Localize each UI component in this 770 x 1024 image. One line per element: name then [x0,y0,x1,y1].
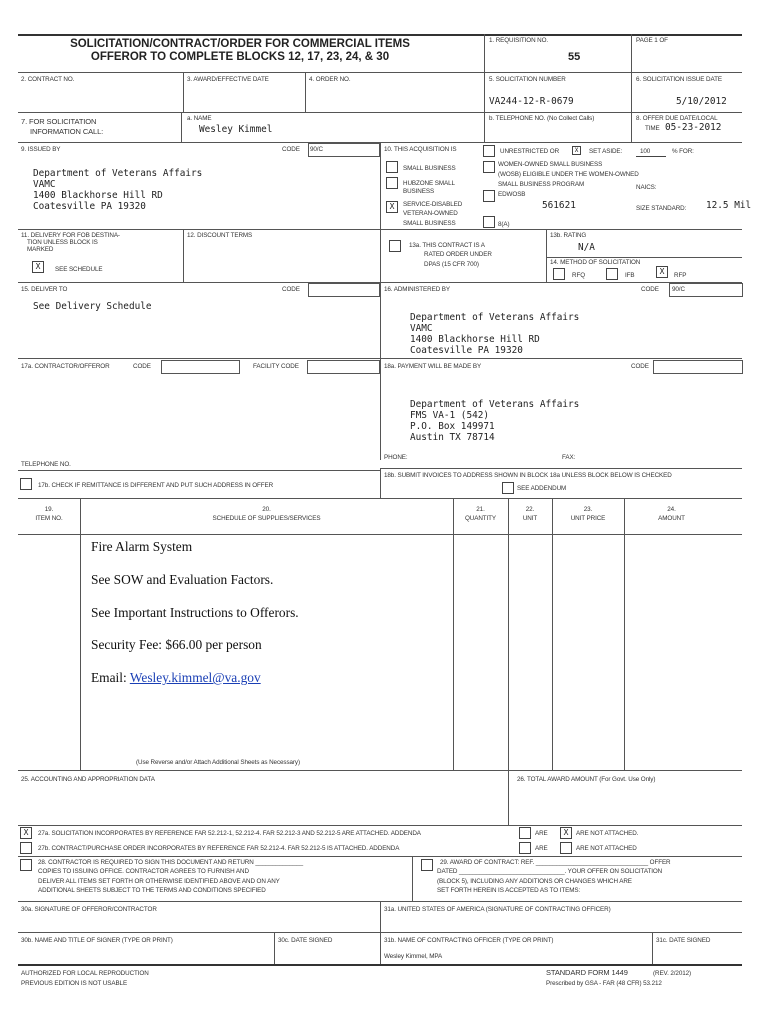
sdvosb-label-2: VETERAN-OWNED [403,210,458,217]
footer-previous-edition: PREVIOUS EDITION IS NOT USABLE [21,980,128,987]
requisition-label: 1. REQUISITION NO. [489,37,549,44]
offeror-date-signed-label: 30c. DATE SIGNED [278,937,333,944]
rated-order-checkbox[interactable] [389,240,401,252]
offer-due-time-label: TIME [645,125,660,132]
eight-a-checkbox[interactable] [483,216,495,228]
col-item-no-num: 19. [44,506,54,513]
solicitation-number-label: 5. SOLICITATION NUMBER [489,76,566,83]
administered-by-line-1: Department of Veterans Affairs [410,312,580,323]
delivery-fob-label-3: MARKED [27,246,54,253]
issued-by-line-1: Department of Veterans Affairs [33,168,203,179]
rating-label: 13b. RATING [550,232,587,239]
schedule-line-4: Security Fee: $66.00 per person [91,637,262,652]
fax-label: FAX: [562,454,576,461]
acquisition-label: 10. THIS ACQUISITION IS [384,146,457,153]
award-date-label: 3. AWARD/EFFECTIVE DATE [187,76,269,83]
rfp-label: RFP [674,272,687,279]
administered-by-line-3: 1400 Blackhorse Hill RD [410,334,540,345]
col-unit-price-num: 23. [583,506,593,513]
info-call-label: 7. FOR SOLICITATION [21,117,97,126]
footer-prescribed: Prescribed by GSA - FAR (48 CFR) 53.212 [546,980,662,987]
contract-no-label: 2. CONTRACT NO. [21,76,75,83]
name-label: a. NAME [187,115,212,122]
wosb-label-3: SMALL BUSINESS PROGRAM [498,181,585,188]
size-standard-value: 12.5 Mil [706,200,752,211]
small-business-label: SMALL BUSINESS [403,165,456,172]
clause-29-line-4: SET FORTH HEREIN IS ACCEPTED AS TO ITEMS: [437,887,581,894]
clause-29-line-2: DATED _______________________________. YOUR OFFER ON SOLICITATION [437,868,663,875]
page-label: PAGE 1 OF [636,37,668,44]
naics-value: 561621 [542,200,576,211]
set-aside-percent-value: 100 [640,148,651,155]
issued-by-line-3: 1400 Blackhorse Hill RD [33,190,163,201]
edwosb-label: EDWOSB [498,191,526,198]
offer-due-value: 05-23-2012 [665,122,722,133]
officer-name-label: 31b. NAME OF CONTRACTING OFFICER (TYPE OR PRINT) [384,937,554,944]
delivery-fob-label-2: TION UNLESS BLOCK IS [27,239,98,246]
clause-27a-are-label: ARE [535,830,548,837]
discount-terms-label: 12. DISCOUNT TERMS [187,232,253,239]
rfq-checkbox[interactable] [553,268,565,280]
clause-27b-checkbox[interactable] [20,842,32,854]
addendum-label: SEE ADDENDUM [517,485,567,492]
col-unit: UNIT [522,515,538,522]
solicitation-number-value: VA244-12-R-0679 [489,96,574,107]
col-unit-price: UNIT PRICE [570,515,606,522]
hubzone-label: HUBZONE SMALL [403,180,455,187]
total-award-label: 26. TOTAL AWARD AMOUNT (For Govt. Use Only) [517,776,656,783]
col-amount: AMOUNT [658,515,685,522]
officer-signature-label: 31a. UNITED STATES OF AMERICA (SIGNATURE OF CONTRACTING OFFICER) [384,906,611,913]
wosb-label: WOMEN-OWNED SMALL BUSINESS [498,161,603,168]
issue-date-value: 5/10/2012 [676,96,727,107]
administered-by-code-label: CODE [641,286,659,293]
hubzone-label-2: BUSINESS [403,188,435,195]
email-prefix: Email: [91,670,130,685]
naics-label: NAICS: [636,184,657,191]
wosb-label-2: (WOSB) ELIGIBLE UNDER THE WOMEN-OWNED [498,171,639,178]
wosb-checkbox[interactable] [483,161,495,173]
set-aside-label: SET ASIDE: [589,148,623,155]
administered-by-line-2: VAMC [410,323,433,334]
officer-date-signed-label: 31c. DATE SIGNED [656,937,711,944]
clause-28-line-1: 28. CONTRACTOR IS REQUIRED TO SIGN THIS DOCUMENT AND RETURN ______________ [38,859,303,866]
sdvosb-label-3: SMALL BUSINESS [403,220,456,227]
clause-27b-are-label: ARE [535,845,548,852]
rating-value: N/A [578,242,595,253]
issued-by-code-value: 90/C [310,146,323,153]
issue-date-label: 6. SOLICITATION ISSUE DATE [636,76,722,83]
ifb-checkbox[interactable] [606,268,618,280]
rfp-checkbox[interactable]: X [656,266,668,278]
form-title: SOLICITATION/CONTRACT/ORDER FOR COMMERCIAL ITEMS [70,38,410,50]
sdvosb-label: SERVICE-DISABLED [403,201,463,208]
phone-label: PHONE: [384,454,408,461]
accounting-label: 25. ACCOUNTING AND APPROPRIATION DATA [21,776,155,783]
remittance-label: 17b. CHECK IF REMITTANCE IS DIFFERENT AND PUT SUCH ADDRESS IN OFFER [38,482,274,489]
clause-27a-checkbox[interactable]: X [20,827,32,839]
delivery-fob-label: 11. DELIVERY FOR FOB DESTINA- [21,232,120,239]
unrestricted-label: UNRESTRICTED OR [500,148,560,155]
payment-label: 18a. PAYMENT WILL BE MADE BY [384,363,482,370]
col-quantity-num: 21. [476,506,485,513]
invoices-label: 18b. SUBMIT INVOICES TO ADDRESS SHOWN IN BLOCK 18a UNLESS BLOCK BELOW IS CHECKED [384,472,672,479]
footer-authorized: AUTHORIZED FOR LOCAL REPRODUCTION [21,970,149,977]
contractor-code-box[interactable] [161,360,240,374]
deliver-to-label: 15. DELIVER TO [21,286,68,293]
signer-name-label: 30b. NAME AND TITLE OF SIGNER (TYPE OR PRINT) [21,937,173,944]
edwosb-checkbox[interactable] [483,190,495,202]
col-unit-num: 22. [525,506,535,513]
officer-name-value: Wesley Kimmel, MPA [384,953,443,960]
requisition-value: 55 [568,51,581,63]
telephone-label: b. TELEPHONE NO. (No Collect Calls) [489,115,595,122]
col-item-no: ITEM NO. [35,515,63,522]
col-schedule-num: 20. [262,506,271,513]
administered-by-line-4: Coatesville PA 19320 [410,345,523,356]
remittance-checkbox[interactable] [20,478,32,490]
schedule-line-3: See Important Instructions to Offerors. [91,605,299,620]
deliver-to-code-label: CODE [282,286,300,293]
clause-27b-are-not-checkbox[interactable] [560,842,572,854]
schedule-line-2: See SOW and Evaluation Factors. [91,572,274,587]
payment-line-1: Department of Veterans Affairs [410,399,580,410]
contractor-code-label: CODE [133,363,151,370]
col-schedule: SCHEDULE OF SUPPLIES/SERVICES [212,515,321,522]
clause-28-line-4: ADDITIONAL SHEETS SUBJECT TO THE TERMS AND CONDITIONS SPECIFIED [38,887,266,894]
deliver-to-code-box [308,283,380,297]
percent-for-label: % FOR: [672,148,694,155]
payment-code-box [653,360,743,374]
email-link[interactable]: Wesley.kimmel@va.gov [129,670,261,685]
small-business-checkbox[interactable] [386,161,398,173]
clause-28-line-2: COPIES TO ISSUING OFFICE. CONTRACTOR AGREES TO FURNISH AND [38,868,249,875]
clause-28-checkbox[interactable] [20,859,32,871]
footer-form-name: STANDARD FORM 1449 [546,968,628,977]
set-aside-checkbox[interactable]: X [572,146,581,155]
schedule-line-1: Fire Alarm System [91,539,193,554]
see-schedule-checkbox[interactable]: X [32,261,44,273]
offeror-signature-label: 30a. SIGNATURE OF OFFEROR/CONTRACTOR [21,906,157,913]
hubzone-checkbox[interactable] [386,177,398,189]
issued-by-label: 9. ISSUED BY [21,146,61,153]
rated-order-label-2: RATED ORDER UNDER [424,251,492,258]
clause-27a-are-not-label: ARE NOT ATTACHED. [576,830,639,837]
clause-27b-label: 27b. CONTRACT/PURCHASE ORDER INCORPORATES BY REFERENCE FAR 52.212-4. FAR 52.212-5 IS ATTACHED. ADDENDA [38,845,400,852]
payment-line-3: P.O. Box 149971 [410,421,495,432]
clause-27a-are-not-checkbox[interactable]: X [560,827,572,839]
contractor-label: 17a. CONTRACTOR/OFFEROR [21,363,110,370]
form-subtitle: OFFEROR TO COMPLETE BLOCKS 12, 17, 23, 24, & 30 [90,51,390,63]
clause-27a-label: 27a. SOLICITATION INCORPORATES BY REFERENCE FAR 52.212-1, 52.212-4. FAR 52.212-3 AND 52.212-5 ARE ATTACHED. ADDENDA [38,830,421,837]
deliver-to-value: See Delivery Schedule [33,301,152,312]
clause-27b-are-not-label: ARE NOT ATTACHED [576,845,637,852]
clause-29-line-1: 29. AWARD OF CONTRACT: REF. _________________________________ OFFER [440,859,671,866]
rated-order-label-3: DPAS (15 CFR 700) [424,261,479,268]
see-schedule-label: SEE SCHEDULE [55,266,103,273]
clause-28-line-3: DELIVER ALL ITEMS SET FORTH OR OTHERWISE IDENTIFIED ABOVE AND ON ANY [38,878,280,885]
schedule-line-email [91,670,261,686]
eight-a-label: 8(A) [498,221,510,228]
rfq-label: RFQ [572,272,585,279]
contact-name-value: Wesley Kimmel [199,124,273,135]
unrestricted-checkbox[interactable] [483,145,495,157]
addendum-checkbox[interactable] [502,482,514,494]
administered-by-code-value: 90/C [672,286,685,293]
clause-29-line-3: (BLOCK 5), INCLUDING ANY ADDITIONS OR CHANGES WHICH ARE [437,878,632,885]
schedule-footnote: (Use Reverse and/or Attach Additional Sheets as Necessary) [136,759,300,766]
order-no-label: 4. ORDER NO. [309,76,351,83]
col-amount-num: 24. [667,506,676,513]
info-call-label-2: INFORMATION CALL: [30,127,104,136]
payment-line-2: FMS VA-1 (542) [410,410,490,421]
offer-due-label: 8. OFFER DUE DATE/LOCAL [636,115,718,122]
issued-by-line-2: VAMC [33,179,56,190]
telephone-no-label: TELEPHONE NO. [21,461,71,468]
rated-order-label: 13a. THIS CONTRACT IS A [409,242,485,249]
col-quantity: QUANTITY [464,515,497,522]
ifb-label: IFB [625,272,635,279]
administered-by-label: 16. ADMINISTERED BY [384,286,450,293]
solicitation-method-label: 14. METHOD OF SOLICITATION [550,259,641,266]
facility-code-label: FACILITY CODE [253,363,299,370]
issued-by-code-label: CODE [282,146,300,153]
clause-29-checkbox[interactable] [421,859,433,871]
size-standard-label: SIZE STANDARD: [636,205,687,212]
payment-line-4: Austin TX 78714 [410,432,495,443]
payment-code-label: CODE [631,363,649,370]
sdvosb-checkbox[interactable]: X [386,201,398,213]
facility-code-box[interactable] [307,360,380,374]
clause-27b-are-checkbox[interactable] [519,842,531,854]
footer-revision: (REV. 2/2012) [653,970,692,977]
clause-27a-are-checkbox[interactable] [519,827,531,839]
issued-by-line-4: Coatesville PA 19320 [33,201,146,212]
